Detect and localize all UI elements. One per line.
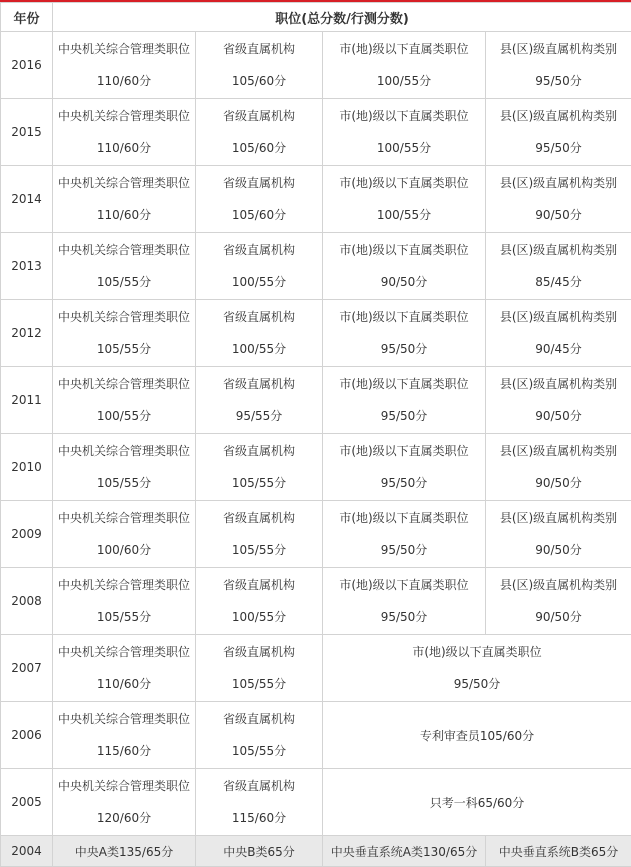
cell-score: 105/55分: [53, 475, 195, 491]
table-cell: [53, 32, 196, 99]
cell-score: 110/60分: [53, 73, 195, 89]
table-cell: [486, 367, 631, 434]
cell-label: 省级直属机构: [196, 242, 322, 258]
table-cell: 中央垂直系统A类130/65分: [323, 836, 486, 867]
header-year: 年份: [1, 3, 53, 32]
table-row: [1, 434, 631, 501]
table-row: [1, 367, 631, 434]
table-cell: [486, 233, 631, 300]
table-row: [1, 32, 631, 99]
year-cell: 2005: [1, 769, 53, 836]
table-cell: [196, 769, 323, 836]
table-cell: 中央B类65分: [196, 836, 323, 867]
cell-label: 市(地)级以下直属类职位: [323, 644, 631, 660]
cell-label: 省级直属机构: [196, 644, 322, 660]
cell-label: 中央机关综合管理类职位: [53, 510, 195, 526]
table-cell: [323, 568, 486, 635]
merged-cell: [323, 635, 631, 702]
table-cell: [53, 501, 196, 568]
cell-score: 90/50分: [486, 542, 631, 558]
cell-label: 中央机关综合管理类职位: [53, 376, 195, 392]
cell-label: 县(区)级直属机构类别: [486, 41, 631, 57]
cell-label: 省级直属机构: [196, 510, 322, 526]
year-cell: 2011: [1, 367, 53, 434]
cell-score: 110/60分: [53, 140, 195, 156]
cell-label: 中央机关综合管理类职位: [53, 175, 195, 191]
table-cell: 中央A类135/65分: [53, 836, 196, 867]
table-cell: 中央垂直系统B类65分: [486, 836, 631, 867]
year-cell: 2004: [1, 836, 53, 867]
cell-label: 县(区)级直属机构类别: [486, 577, 631, 593]
cell-label: 中央机关综合管理类职位: [53, 644, 195, 660]
cell-label: 市(地)级以下直属类职位: [323, 376, 485, 392]
cell-label: 省级直属机构: [196, 41, 322, 57]
cell-score: 105/55分: [53, 609, 195, 625]
cell-label: 县(区)级直属机构类别: [486, 443, 631, 459]
cell-label: 市(地)级以下直属类职位: [323, 443, 485, 459]
table-cell: [196, 635, 323, 702]
cell-score: 95/50分: [323, 408, 485, 424]
table-cell: [323, 32, 486, 99]
cell-label: 省级直属机构: [196, 175, 322, 191]
cell-label: 中央机关综合管理类职位: [53, 108, 195, 124]
cell-score: 110/60分: [53, 207, 195, 223]
cell-score: 115/60分: [53, 743, 195, 759]
cell-score: 90/50分: [486, 408, 631, 424]
cell-score: 90/50分: [486, 475, 631, 491]
cell-score: 95/55分: [196, 408, 322, 424]
table-row: [1, 233, 631, 300]
cell-score: 105/60分: [196, 207, 322, 223]
cell-score: 85/45分: [486, 274, 631, 290]
table-cell: [196, 233, 323, 300]
table-cell: [323, 501, 486, 568]
cell-label: 中央机关综合管理类职位: [53, 242, 195, 258]
table-cell: [486, 300, 631, 367]
cell-score: 95/50分: [486, 73, 631, 89]
cell-score: 90/45分: [486, 341, 631, 357]
cell-score: 105/55分: [53, 274, 195, 290]
table-cell: [53, 300, 196, 367]
table-cell: [486, 32, 631, 99]
cell-score: 90/50分: [323, 274, 485, 290]
cell-label: 省级直属机构: [196, 108, 322, 124]
cell-score: 105/55分: [196, 542, 322, 558]
cell-label: 市(地)级以下直属类职位: [323, 309, 485, 325]
table-cell: [53, 769, 196, 836]
table-cell: [196, 99, 323, 166]
table-cell: [196, 501, 323, 568]
table-cell: [53, 367, 196, 434]
cell-score: 120/60分: [53, 810, 195, 826]
cell-label: 中央机关综合管理类职位: [53, 577, 195, 593]
table-row: [1, 300, 631, 367]
cell-label: 省级直属机构: [196, 577, 322, 593]
table-cell: [196, 166, 323, 233]
table-cell: [196, 32, 323, 99]
year-cell: 2009: [1, 501, 53, 568]
cell-score: 115/60分: [196, 810, 322, 826]
year-cell: 2015: [1, 99, 53, 166]
cell-label: 县(区)级直属机构类别: [486, 376, 631, 392]
year-cell: 2016: [1, 32, 53, 99]
cell-label: 省级直属机构: [196, 711, 322, 727]
table-cell: [486, 99, 631, 166]
table-cell: [53, 166, 196, 233]
cell-label: 县(区)级直属机构类别: [486, 309, 631, 325]
table-cell: [486, 166, 631, 233]
cell-label: 省级直属机构: [196, 778, 322, 794]
table-cell: [486, 434, 631, 501]
cell-score: 100/55分: [196, 274, 322, 290]
table-row-2004: [1, 836, 631, 867]
cell-score: 105/55分: [53, 341, 195, 357]
cell-label: 中央机关综合管理类职位: [53, 778, 195, 794]
cell-score: 100/60分: [53, 542, 195, 558]
table-cell: [53, 702, 196, 769]
cell-score: 95/50分: [323, 609, 485, 625]
cell-score: 100/55分: [53, 408, 195, 424]
cell-score: 110/60分: [53, 676, 195, 692]
table-cell: [323, 99, 486, 166]
table-cell: [323, 233, 486, 300]
cell-label: 市(地)级以下直属类职位: [323, 242, 485, 258]
table-cell: [196, 702, 323, 769]
table-cell: [53, 99, 196, 166]
cell-score: 95/50分: [323, 676, 631, 692]
table-cell: [323, 166, 486, 233]
table-cell: [53, 635, 196, 702]
merged-cell: 只考一科65/60分: [323, 769, 631, 836]
cell-label: 县(区)级直属机构类别: [486, 108, 631, 124]
cell-score: 90/50分: [486, 207, 631, 223]
year-cell: 2013: [1, 233, 53, 300]
cell-score: 100/55分: [323, 140, 485, 156]
cell-label: 市(地)级以下直属类职位: [323, 175, 485, 191]
cell-score: 105/55分: [196, 743, 322, 759]
year-cell: 2006: [1, 702, 53, 769]
table-cell: [196, 367, 323, 434]
cell-label: 中央机关综合管理类职位: [53, 443, 195, 459]
table-row-2005: [1, 769, 631, 836]
cell-score: 100/55分: [196, 609, 322, 625]
cell-score: 90/50分: [486, 609, 631, 625]
table-row: [1, 501, 631, 568]
table-cell: [323, 367, 486, 434]
table-row-2006: [1, 702, 631, 769]
table-row: [1, 166, 631, 233]
table-cell: [196, 300, 323, 367]
table-cell: [486, 568, 631, 635]
cell-label: 省级直属机构: [196, 309, 322, 325]
year-cell: 2008: [1, 568, 53, 635]
cell-score: 105/55分: [196, 676, 322, 692]
table-cell: [196, 568, 323, 635]
year-cell: 2007: [1, 635, 53, 702]
cell-label: 市(地)级以下直属类职位: [323, 577, 485, 593]
table-row: [1, 99, 631, 166]
merged-cell: 专利审查员105/60分: [323, 702, 631, 769]
table-cell: [53, 568, 196, 635]
table-row: [1, 568, 631, 635]
cell-label: 中央机关综合管理类职位: [53, 711, 195, 727]
table-cell: [53, 233, 196, 300]
table-cell: [323, 434, 486, 501]
cell-label: 县(区)级直属机构类别: [486, 175, 631, 191]
cell-score: 100/55分: [323, 73, 485, 89]
table-cell: [323, 300, 486, 367]
cell-label: 县(区)级直属机构类别: [486, 510, 631, 526]
cell-score: 100/55分: [196, 341, 322, 357]
table-cell: [196, 434, 323, 501]
cell-label: 县(区)级直属机构类别: [486, 242, 631, 258]
cell-label: 省级直属机构: [196, 443, 322, 459]
cell-score: 95/50分: [323, 341, 485, 357]
cell-score: 105/60分: [196, 140, 322, 156]
cell-score: 100/55分: [323, 207, 485, 223]
table-row-2007: [1, 635, 631, 702]
table-cell: [486, 501, 631, 568]
header-position: 职位(总分数/行测分数): [53, 3, 631, 32]
cell-label: 中央机关综合管理类职位: [53, 309, 195, 325]
year-cell: 2010: [1, 434, 53, 501]
cell-label: 市(地)级以下直属类职位: [323, 108, 485, 124]
cell-score: 105/60分: [196, 73, 322, 89]
cell-label: 市(地)级以下直属类职位: [323, 41, 485, 57]
score-table: [0, 2, 631, 867]
header-row: [1, 3, 631, 32]
cell-label: 市(地)级以下直属类职位: [323, 510, 485, 526]
cell-score: 95/50分: [486, 140, 631, 156]
table-cell: [53, 434, 196, 501]
cell-score: 95/50分: [323, 475, 485, 491]
year-cell: 2014: [1, 166, 53, 233]
cell-label: 中央机关综合管理类职位: [53, 41, 195, 57]
cell-label: 省级直属机构: [196, 376, 322, 392]
cell-score: 95/50分: [323, 542, 485, 558]
cell-score: 105/55分: [196, 475, 322, 491]
year-cell: 2012: [1, 300, 53, 367]
